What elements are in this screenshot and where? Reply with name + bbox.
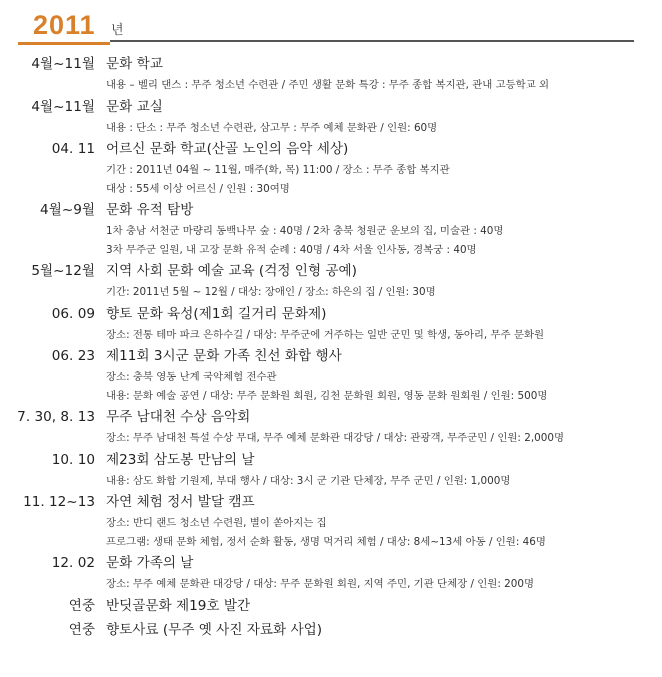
event-detail: 내용: 문화 예술 공연 / 대상: 무주 문화원 회원, 김천 문화원 회원, 영동 문화 원회원 / 인원: 500명 [106,389,548,402]
year-label: 2011 [33,10,96,40]
event-date: 10. 10 [51,451,95,468]
event-date: 04. 11 [51,141,95,157]
event-detail: 장소: 반디 랜드 청소년 수련원, 별이 쏟아지는 집 [106,517,327,529]
event-date: 4월~11월 [31,98,95,115]
event-title: 자연 체험 정서 발달 캠프 [106,494,255,510]
event-date: 06. 23 [51,348,95,364]
event-date: 11. 12~13 [23,494,95,510]
event-detail: 장소: 충북 영동 난계 국악체험 전수관 [106,371,277,383]
event-title: 문화 학교 [106,56,163,72]
event-body [106,619,662,642]
event-body [106,260,662,302]
event-body [106,345,662,405]
event-title: 제11회 3시군 문화 가족 친선 화합 행사 [106,348,342,364]
event-body [106,53,662,95]
event-date: 5월~12월 [31,263,95,279]
event-date: 연중 [68,621,95,638]
event-title: 문화 유적 탐방 [106,202,194,218]
event-body [106,303,662,345]
year-header [0,0,662,46]
event-entry [0,260,662,303]
event-title: 향토사료 (무주 옛 사진 자료화 사업) [106,621,323,638]
event-detail: 3차 무주군 일원, 내 고장 문화 유적 순례 : 40명 / 4차 서울 인사동, 경복궁 : 40명 [106,243,477,256]
event-list [0,53,662,643]
event-entry [0,53,662,96]
event-body [106,96,662,138]
event-detail: 장소: 전통 테마 파크 은하수길 / 대상: 무주군에 거주하는 일반 군민 및 학생, 동아리, 무주 문화원 [106,328,545,341]
event-detail: 내용: 삼도 화합 기원제, 부대 행사 / 대상: 3시 군 기관 단체장, 무주 군민 / 인원: 1,000명 [106,474,511,487]
event-detail: 프로그램: 생태 문화 체험, 정서 순화 활동, 생명 먹거리 체험 / 대상: 8세~13세 아동 / 인원: 46명 [106,535,546,548]
event-body [106,491,662,551]
event-body [106,199,662,259]
event-date: 4월~11월 [31,56,95,72]
event-body [106,552,662,594]
event-date: 12. 02 [51,555,95,571]
event-body [106,406,662,448]
event-date: 연중 [68,597,95,614]
header-rule [110,40,634,42]
event-entry [0,345,662,406]
event-entry [0,199,662,260]
event-detail: 장소: 무주 남대천 특설 수상 무대, 무주 예체 문화관 대강당 / 대상: 관광객, 무주군민 / 인원: 2,000명 [106,432,565,444]
event-entry [0,449,662,492]
event-entry [0,406,662,449]
event-entry [0,619,662,643]
event-title: 반딧골문화 제19호 발간 [106,597,251,614]
event-detail: 기간 : 2011년 04월 ~ 11월, 매주(화, 목) 11:00 / 장소 : 무주 종합 복지관 [106,164,450,176]
event-title: 어르신 문화 학교(산골 노인의 음악 세상) [106,141,349,157]
event-entry [0,303,662,346]
event-detail: 기간: 2011년 5월 ~ 12월 / 대상: 장애인 / 장소: 하은의 집 / 인원: 30명 [106,286,436,298]
year-unit-label: 년 [111,23,124,38]
event-detail: 대상 : 55세 이상 어르신 / 인원 : 30여명 [106,182,290,195]
event-detail: 내용 – 벨리 댄스 : 무주 청소년 수련관 / 주민 생활 문화 특강 : 무주 종합 복지관, 관내 고등학교 외 [106,79,550,91]
event-title: 무주 남대천 수상 음악회 [106,409,251,425]
event-entry [0,552,662,595]
event-title: 제23회 삼도봉 만남의 날 [106,451,255,468]
event-title: 향토 문화 육성(제1회 길거리 문화제) [106,305,327,322]
event-title: 지역 사회 문화 예술 교육 (걱정 인형 공예) [106,263,357,279]
event-date: 7. 30, 8. 13 [17,409,95,425]
event-detail: 내용 : 단소 : 무주 청소년 수련관, 삼고무 : 무주 예체 문화관 / 인원: 60명 [106,121,438,134]
event-date: 4월~9월 [40,202,95,218]
event-entry [0,595,662,619]
event-detail: 1차 충남 서천군 마량리 동백나무 숲 : 40명 / 2차 충북 청원군 운보의 집, 미술관 : 40명 [106,225,504,237]
event-entry [0,138,662,199]
event-body [106,138,662,198]
year-underline-accent [18,42,110,45]
event-title: 문화 교실 [106,98,163,115]
event-date: 06. 09 [51,305,95,322]
event-title: 문화 가족의 날 [106,555,194,571]
event-body [106,449,662,491]
event-entry [0,96,662,139]
event-detail: 장소: 무주 예체 문화관 대강당 / 대상: 무주 문화원 회원, 지역 주민, 기관 단체장 / 인원: 200명 [106,578,535,590]
event-entry [0,491,662,552]
event-body [106,595,662,618]
